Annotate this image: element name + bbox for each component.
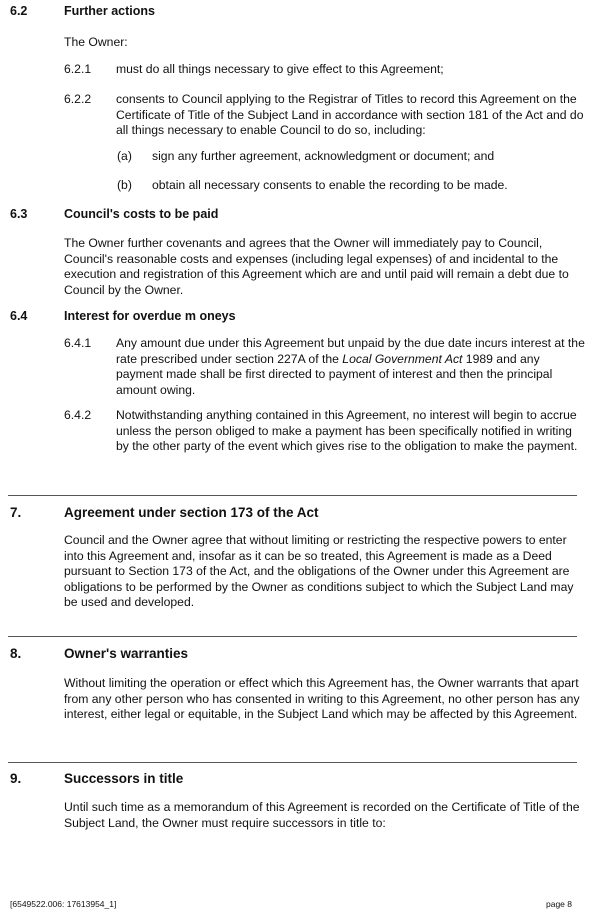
section-6-2-heading: Further actions xyxy=(64,4,155,18)
section-6-3-heading: Council's costs to be paid xyxy=(64,207,219,221)
section-divider xyxy=(8,495,577,496)
section-8-text: Without limiting the operation or effect which this Agreement has, the Owner warrants that apart from any other person who has consented in writing to this Agreement, no other person has any interest, either legal or equitable, in the Subject Land which may be affected by this Agreement. xyxy=(64,676,580,721)
footer-reference: [6549522.006: 17613954_1] xyxy=(10,899,117,909)
item-6-4-1-text-end: 1989 and any payment made shall be first directed to payment of interest and then the principal amount owing. xyxy=(116,351,553,397)
section-6-3-number: 6.3 xyxy=(10,207,28,221)
subitem-b-text: obtain all necessary consents to enable the recording to be made. xyxy=(152,178,508,192)
section-divider xyxy=(8,762,577,763)
item-6-2-1-text: must do all things necessary to give effect to this Agreement; xyxy=(116,62,444,76)
section-7-number: 7. xyxy=(10,505,22,520)
page-number: page 8 xyxy=(546,899,572,909)
section-6-4-number: 6.4 xyxy=(10,309,28,323)
section-8-number: 8. xyxy=(10,646,22,661)
section-7-heading: Agreement under section 173 of the Act xyxy=(64,505,319,520)
section-6-2-number: 6.2 xyxy=(10,4,28,18)
subitem-a-number: (a) xyxy=(117,149,132,163)
item-6-4-1-text xyxy=(116,336,586,398)
item-6-4-2-text: Notwithstanding anything contained in this Agreement, no interest will begin to accrue unless the person obliged to make a payment has been specifically notified in writing by the other party of the event which gives rise to the obligation to make the payment. xyxy=(116,408,578,453)
section-7-text: Council and the Owner agree that without limiting or restricting the respective powers to enter into this Agreement and, insofar as it can be so treated, this Agreement is made as a Deed pursuant to Section 173 of the Act, and the obligations of the Owner under this Agreement are obligations to be performed by the Owner as conditions subject to which the Subject Land may be used and developed. xyxy=(64,533,574,609)
subitem-b-number: (b) xyxy=(117,178,132,192)
item-6-4-1-text-start: Any amount due under this Agreement but unpaid by the due date incurs interest at the rate prescribed under section 227A of the xyxy=(116,336,585,366)
item-6-4-1-number: 6.4.1 xyxy=(64,336,92,350)
section-6-3-text: The Owner further covenants and agrees that the Owner will immediately pay to Council, Council's reasonable costs and expenses (including legal expenses) of and incidental to the execution and registration of this Agreement which are and until paid will remain a debt due to Council by the Owner. xyxy=(64,236,569,297)
section-9-text: Until such time as a memorandum of this Agreement is recorded on the Certificate of Title of the Subject Land, the Owner must require successors in title to: xyxy=(64,800,580,830)
section-6-4-heading: Interest for overdue m oneys xyxy=(64,309,236,323)
act-name: Local Government Act xyxy=(342,351,463,366)
item-6-4-2-number: 6.4.2 xyxy=(64,408,92,422)
item-6-2-2-text: consents to Council applying to the Registrar of Titles to record this Agreement on the Certificate of Title of the Subject Land in accordance with section 181 of the Act and do all things necessary to enable Council to do so, including: xyxy=(116,92,584,137)
subitem-a-text: sign any further agreement, acknowledgment or document; and xyxy=(152,149,495,163)
section-8-heading: Owner's warranties xyxy=(64,646,189,661)
section-9-number: 9. xyxy=(10,771,22,786)
item-6-2-1-number: 6.2.1 xyxy=(64,62,92,76)
item-6-2-2-number: 6.2.2 xyxy=(64,92,92,106)
section-6-2-intro: The Owner: xyxy=(64,35,128,49)
section-9-heading: Successors in title xyxy=(64,771,184,786)
section-divider xyxy=(8,636,577,637)
